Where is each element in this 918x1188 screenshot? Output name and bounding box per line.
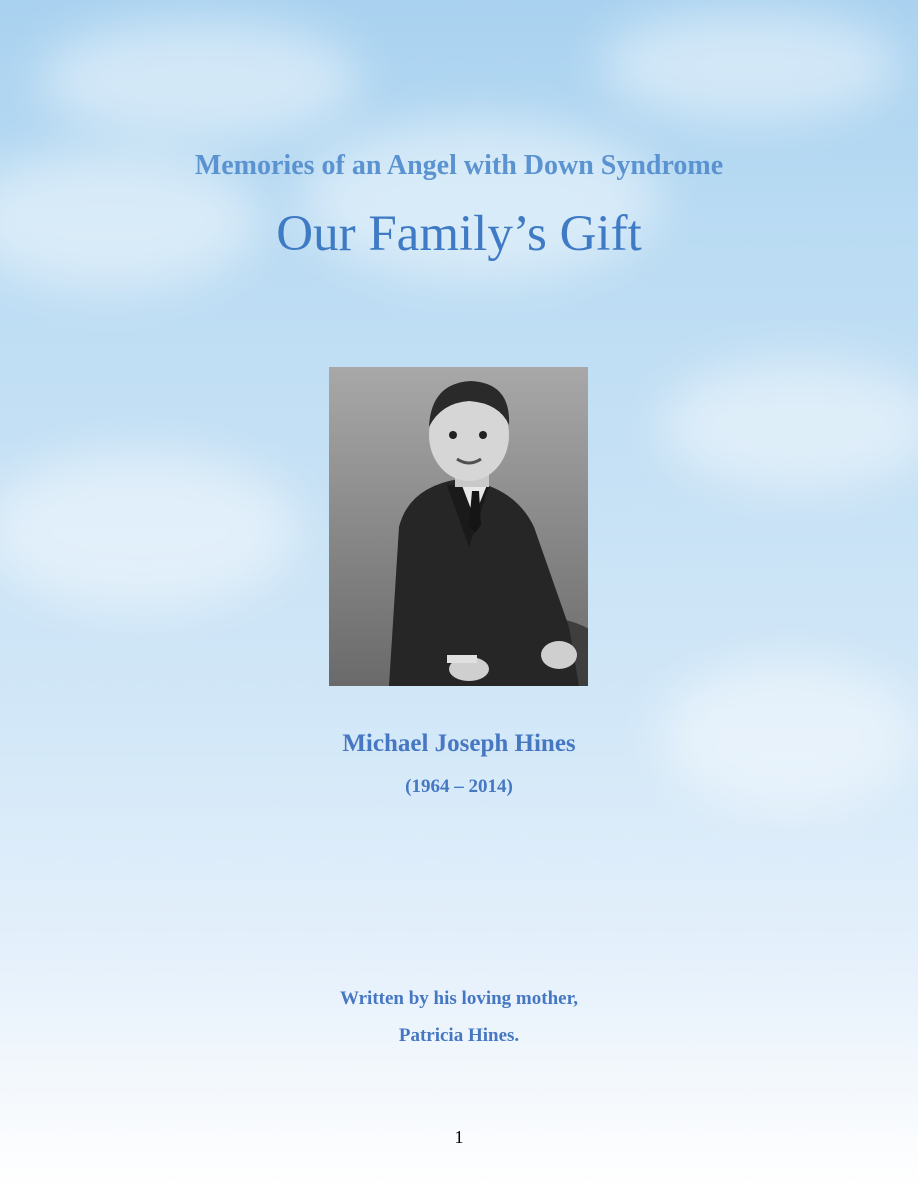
cloud (660, 360, 918, 490)
author-name: Patricia Hines. (398, 1025, 520, 1046)
cover-subtitle: Memories of an Angel with Down Syndrome (194, 150, 724, 181)
cloud (0, 450, 300, 610)
life-dates: (1964 – 2014) (405, 776, 513, 797)
subject-name: Michael Joseph Hines (342, 730, 576, 757)
boy-portrait-image (329, 367, 588, 686)
page-number: 1 (454, 1127, 464, 1147)
cloud (600, 10, 900, 120)
written-by-line: Written by his loving mother, (339, 988, 579, 1009)
cover-title: Our Family’s Gift (276, 206, 642, 262)
cloud (40, 20, 360, 140)
portrait-photo (329, 367, 588, 686)
